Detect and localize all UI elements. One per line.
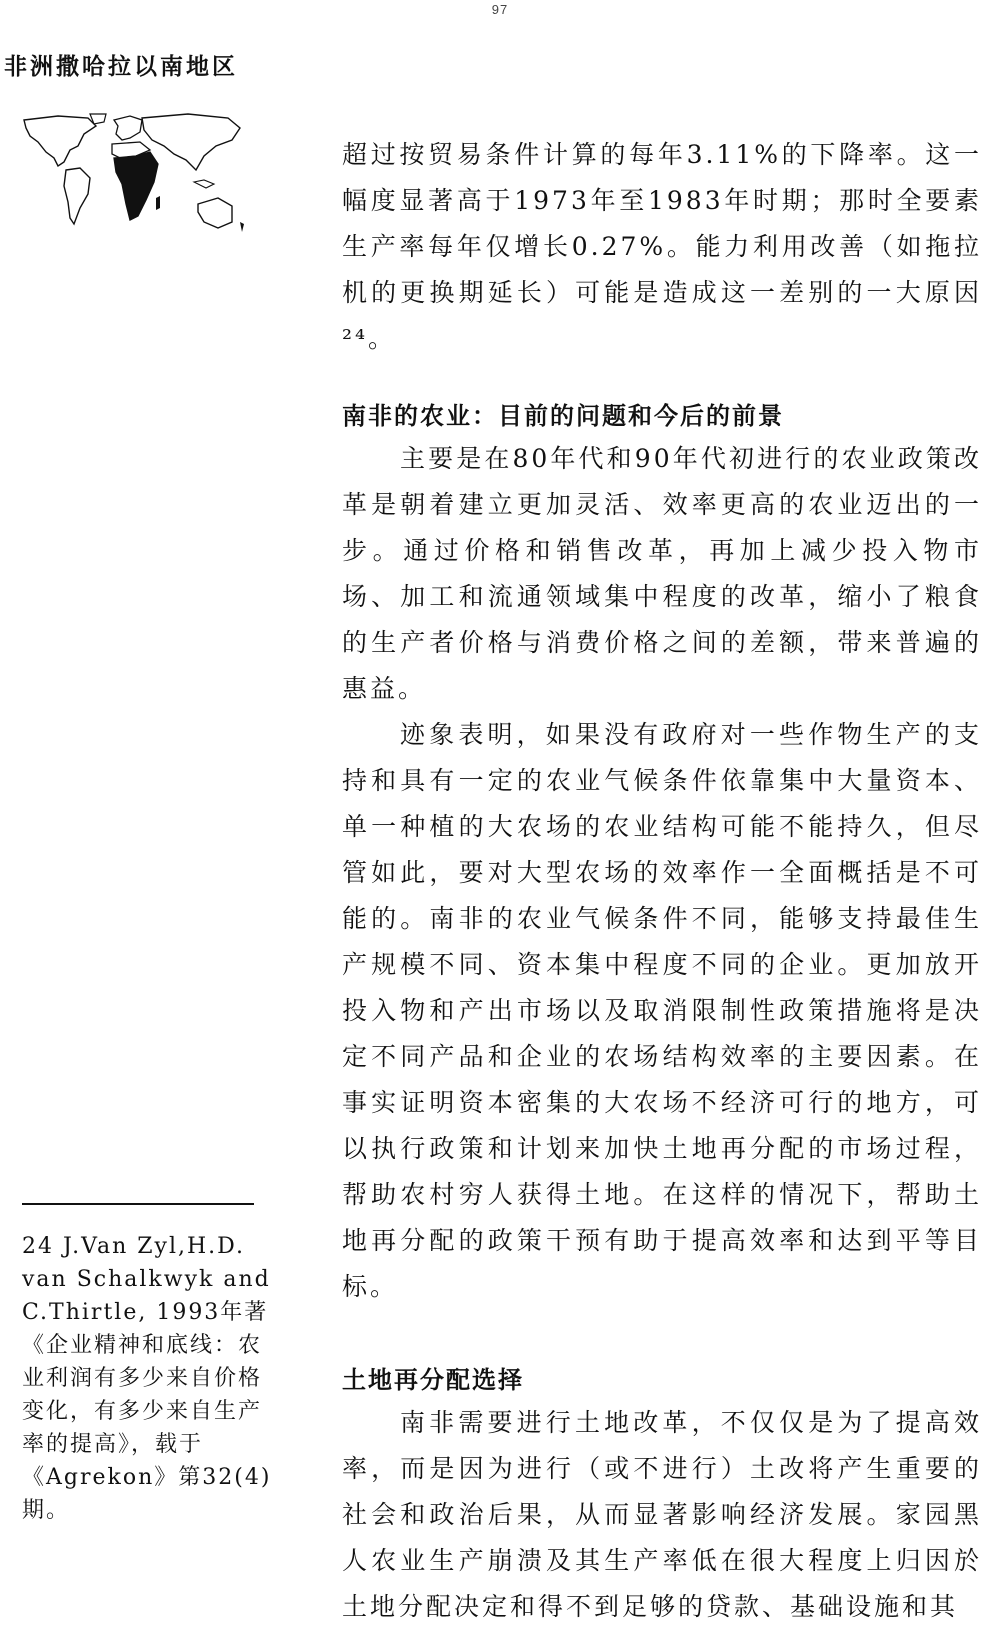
- footnote: 24 J.Van Zyl,H.D. van Schalkwyk and C.Thirtle, 1993年著《企业精神和底线：农业利润有多少来自价格变化，有多少来自生产率的提高》，载于《Agrekon》第32(4)期。: [22, 1234, 272, 1523]
- section-header: 非洲撒哈拉以南地区: [4, 54, 238, 80]
- main-text-column: [342, 132, 982, 1630]
- body-paragraph: 主要是在80年代和90年代初进行的农业政策改革是朝着建立更加灵活、效率更高的农业迈出的一步。通过价格和销售改革，再加上减少投入物市场、加工和流通领域集中程度的改革，缩小了粮食的生产者价格与消费价格之间的差额，带来普遍的惠益。: [342, 444, 982, 703]
- footnote-divider: [22, 1203, 254, 1205]
- section-heading: 南非的农业：目前的问题和今后的前景: [342, 402, 784, 430]
- body-paragraph: 南非需要进行土地改革，不仅仅是为了提高效率，而是因为进行（或不进行）土改将产生重要的社会和政治后果，从而显著影响经济发展。家园黑人农业生产崩溃及其生产率低在很大程度上归因於土地分配决定和得不到足够的贷款、基础设施和其: [342, 1408, 982, 1621]
- section-heading: 土地再分配选择: [342, 1366, 524, 1394]
- body-paragraph: 迹象表明，如果没有政府对一些作物生产的支持和具有一定的农业气候条件依靠集中大量资本、单一种植的大农场的农业结构可能不能持久，但尽管如此，要对大型农场的效率作一全面概括是不可能的。南非的农业气候条件不同，能够支持最佳生产规模不同、资本集中程度不同的企业。更加放开投入物和产出市场以及取消限制性政策措施将是决定不同产品和企业的农场结构效率的主要因素。在事实证明资本密集的大农场不经济可行的地方，可以执行政策和计划来加快土地再分配的市场过程，帮助农村穷人获得土地。在这样的情况下，帮助土地再分配的政策干预有助于提高效率和达到平等目标。: [342, 720, 982, 1301]
- page-number: 97: [491, 2, 509, 17]
- body-paragraph: 超过按贸易条件计算的每年3.11%的下降率。这一幅度显著高于1973年至1983年时期；那时全要素生产率每年仅增长0.27%。能力利用改善（如拖拉机的更换期延长）可能是造成这一差别的一大原因²⁴。: [342, 140, 982, 353]
- world-map-icon: [18, 112, 248, 247]
